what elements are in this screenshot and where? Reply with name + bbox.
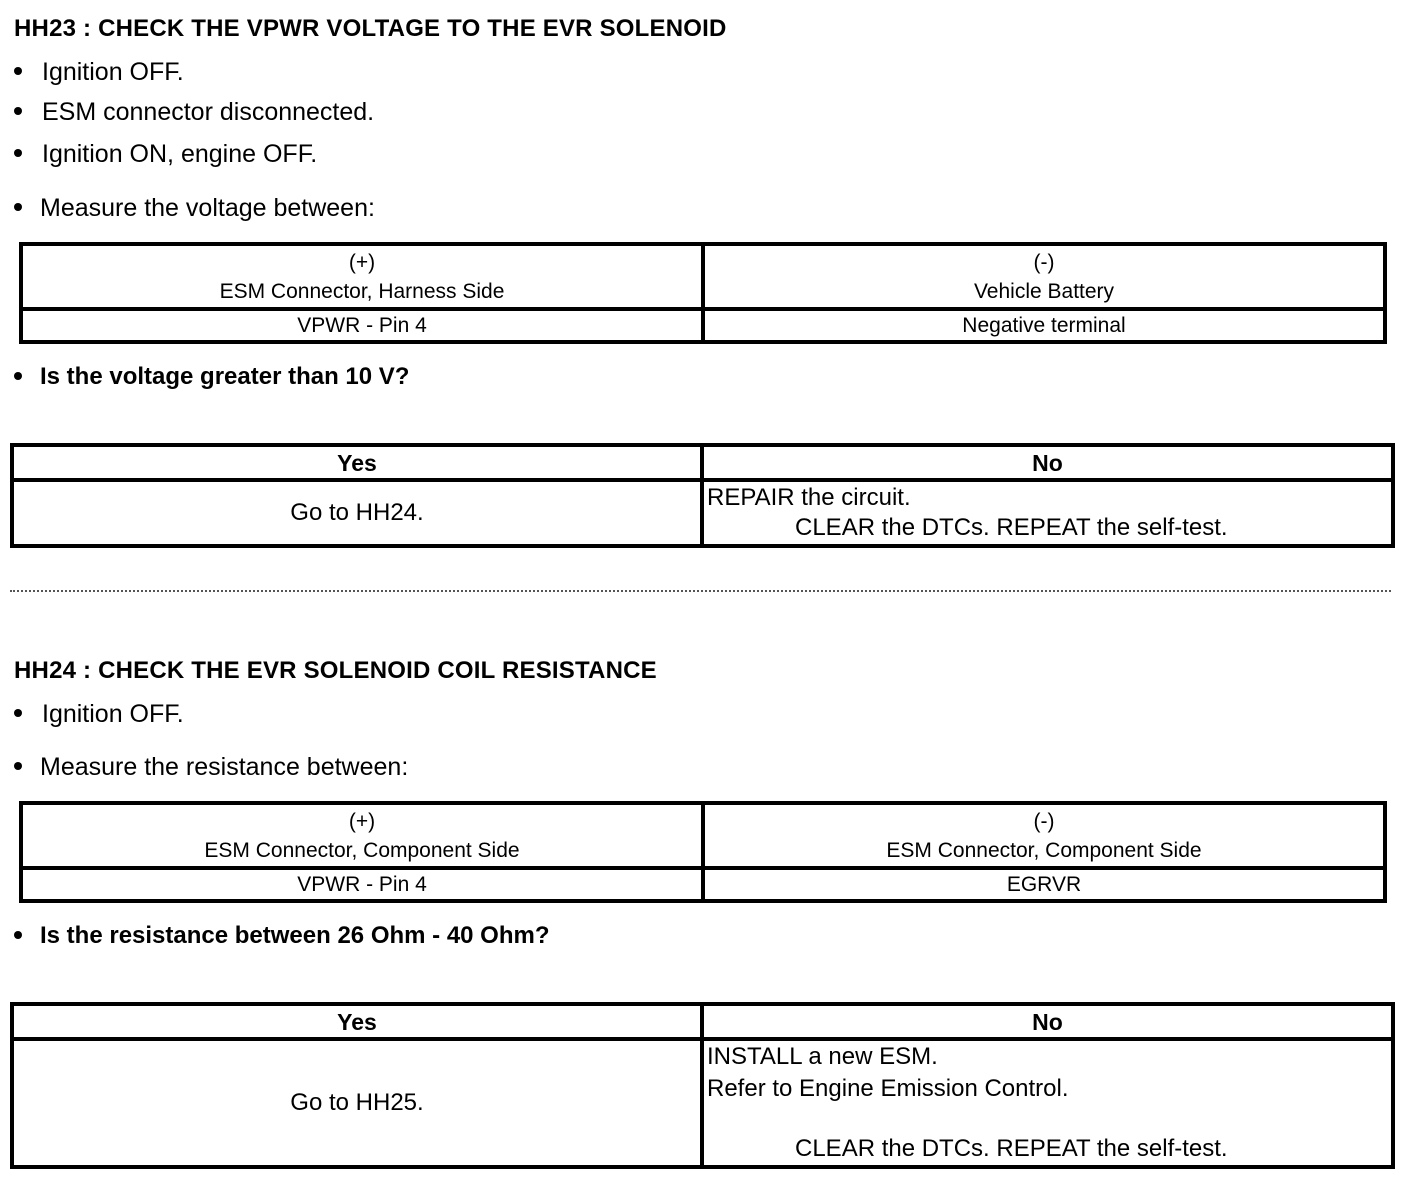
measure-label: Measure the resistance between: — [14, 753, 408, 782]
bullet-dot-icon — [14, 372, 22, 380]
question: Is the voltage greater than 10 V? — [14, 363, 409, 391]
no-header-cell: No — [702, 1004, 1393, 1039]
no-action-cell: INSTALL a new ESM. Refer to Engine Emission Control. CLEAR the DTCs. REPEAT the self-test. — [702, 1039, 1393, 1167]
result-table — [10, 1002, 1395, 1169]
minus-header-cell: (-) ESM Connector, Component Side — [703, 803, 1385, 868]
bullet-item: Ignition ON, engine OFF. — [14, 140, 317, 169]
bullet-dot-icon — [14, 203, 22, 211]
yes-action-cell: Go to HH25. — [12, 1039, 702, 1167]
result-table — [10, 443, 1395, 548]
yes-header-cell: Yes — [12, 445, 702, 480]
bullet-dot-icon — [14, 149, 22, 157]
section-divider — [10, 590, 1391, 592]
bullet-item: ESM connector disconnected. — [14, 98, 374, 127]
plus-header-cell: (+) ESM Connector, Component Side — [21, 803, 703, 868]
plus-value-cell: VPWR - Pin 4 — [21, 309, 703, 342]
bullet-dot-icon — [14, 931, 22, 939]
yes-action-cell: Go to HH24. — [12, 480, 702, 546]
no-action-cell: REPAIR the circuit. CLEAR the DTCs. REPEAT the self-test. — [702, 480, 1393, 546]
minus-header-cell: (-) Vehicle Battery — [703, 244, 1385, 309]
measure-label: Measure the voltage between: — [14, 194, 375, 223]
measurement-table — [19, 242, 1387, 344]
step-title-hh24: HH24 : CHECK THE EVR SOLENOID COIL RESISTANCE — [14, 657, 657, 684]
plus-value-cell: VPWR - Pin 4 — [21, 868, 703, 901]
bullet-dot-icon — [14, 709, 22, 717]
bullet-dot-icon — [14, 67, 22, 75]
bullet-item: Ignition OFF. — [14, 58, 184, 87]
minus-value-cell: EGRVR — [703, 868, 1385, 901]
step-title-hh23: HH23 : CHECK THE VPWR VOLTAGE TO THE EVR SOLENOID — [14, 15, 727, 42]
question: Is the resistance between 26 Ohm - 40 Ohm? — [14, 922, 550, 950]
minus-value-cell: Negative terminal — [703, 309, 1385, 342]
plus-header-cell: (+) ESM Connector, Harness Side — [21, 244, 703, 309]
no-header-cell: No — [702, 445, 1393, 480]
measurement-table — [19, 801, 1387, 903]
bullet-dot-icon — [14, 107, 22, 115]
bullet-dot-icon — [14, 762, 22, 770]
yes-header-cell: Yes — [12, 1004, 702, 1039]
bullet-item: Ignition OFF. — [14, 700, 184, 729]
